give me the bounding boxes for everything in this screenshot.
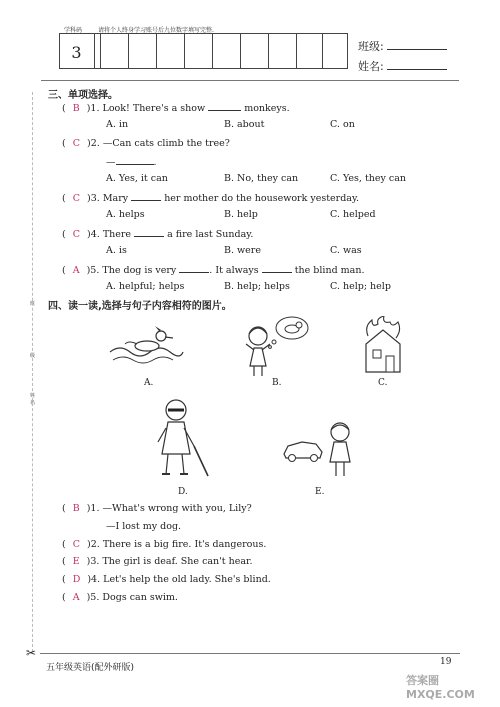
answer-blank[interactable] [179, 263, 209, 273]
section3-title: 三、单项选择。 [48, 90, 118, 101]
match-question-3: ( E )3. The girl is deaf. She can't hear. [62, 556, 253, 567]
answer-mark: C [72, 229, 80, 240]
option-a: A. Yes, it can [106, 173, 168, 184]
answer-blank[interactable] [208, 101, 241, 111]
answer-mark: C [72, 138, 80, 149]
deaf-girl-car-picture [282, 420, 362, 478]
picture-label-b: B. [272, 378, 282, 388]
answer-blank[interactable] [131, 191, 161, 201]
subject-code-label: 学科码 [64, 27, 83, 34]
answer-blank[interactable] [262, 263, 292, 273]
option-b: B. No, they can [224, 173, 299, 184]
grid-divider [94, 33, 95, 69]
class-field[interactable] [387, 49, 447, 50]
class-label: 班级: [358, 40, 384, 53]
question-1: ( B )1. Look! There's a show monkeys. [62, 103, 290, 114]
picture-label-c: C. [378, 378, 388, 388]
match-question-2: ( C )2. There is a big fire. It's dangerous. [62, 539, 267, 550]
picture-label-a: A. [144, 378, 154, 388]
cut-line [30, 92, 36, 652]
name-field[interactable] [387, 69, 447, 70]
footer-divider [40, 653, 460, 654]
answer-mark: B [72, 103, 80, 114]
grid-divider [156, 33, 157, 69]
match-question-4: ( D )4. Let's help the old lady. She's blind. [62, 574, 271, 585]
header-divider [41, 80, 459, 81]
margin-label: 班 [30, 301, 36, 307]
option-a: A. in [106, 119, 129, 130]
answer-mark: E [72, 556, 80, 567]
picture-label-e: E. [315, 487, 325, 497]
grid-divider [296, 33, 297, 69]
match-question-5: ( A )5. Dogs can swim. [62, 592, 178, 603]
answer-mark: A [72, 265, 80, 276]
option-c: C. on [330, 119, 355, 130]
option-b: B. were [224, 245, 261, 256]
account-number-grid [59, 33, 348, 69]
option-c: C. was [330, 245, 362, 256]
answer-blank[interactable] [134, 227, 164, 237]
match-question-1: ( B )1. —What's wrong with you, Lily? [62, 503, 252, 514]
match-question-1-reply: —I lost my dog. [106, 521, 182, 532]
answer-mark: C [72, 539, 80, 550]
option-c: C. helped [330, 209, 376, 220]
page-number: 19 [440, 657, 452, 667]
name-label: 姓名: [358, 60, 384, 73]
question-3: ( C )3. Mary her mother do the housework yesterday. [62, 193, 360, 204]
option-a: A. is [106, 245, 127, 256]
question-2: ( C )2. —Can cats climb the tree? [62, 138, 230, 149]
option-c: C. help; help [330, 281, 391, 292]
answer-mark: A [72, 592, 80, 603]
option-b: B. help [224, 209, 258, 220]
house-fire-picture [358, 316, 408, 376]
grid-divider [322, 33, 323, 69]
blind-old-lady-picture [150, 398, 210, 480]
margin-label: 级 [30, 353, 36, 359]
code-number: 3 [71, 43, 82, 62]
book-title: 五年级英语(配外研版) [46, 663, 135, 673]
answer-mark: C [72, 193, 80, 204]
watermark: 答案圈 MXQE.COM [406, 674, 475, 701]
picture-label-d: D. [178, 487, 188, 497]
margin-label: 姓 [30, 393, 36, 399]
answer-blank[interactable] [116, 155, 154, 165]
option-c: C. Yes, they can [330, 173, 406, 184]
scissors-icon: ✂ [26, 646, 37, 660]
grid-divider [128, 33, 129, 69]
grid-divider [268, 33, 269, 69]
option-b: B. help; helps [224, 281, 290, 292]
answer-mark: B [72, 503, 80, 514]
grid-divider [100, 33, 101, 69]
option-a: A. helpful; helps [106, 281, 185, 292]
option-b: B. about [224, 119, 265, 130]
question-5: ( A )5. The dog is very . It always the blind man. [62, 265, 365, 276]
margin-label: 名 [30, 400, 36, 406]
answer-mark: D [72, 574, 81, 585]
grid-divider [240, 33, 241, 69]
grid-divider [212, 33, 213, 69]
sad-girl-picture [240, 314, 312, 380]
grid-divider [184, 33, 185, 69]
question-4: ( C )4. There a fire last Sunday. [62, 229, 254, 240]
question-2-reply: — . [106, 157, 157, 168]
option-a: A. helps [106, 209, 145, 220]
section4-title: 四、读一读,选择与句子内容相符的图片。 [48, 301, 232, 312]
swimming-dog-picture [105, 322, 185, 372]
account-instruction: 请将个人终身学习账号后九位数字填写完整. [98, 27, 214, 34]
